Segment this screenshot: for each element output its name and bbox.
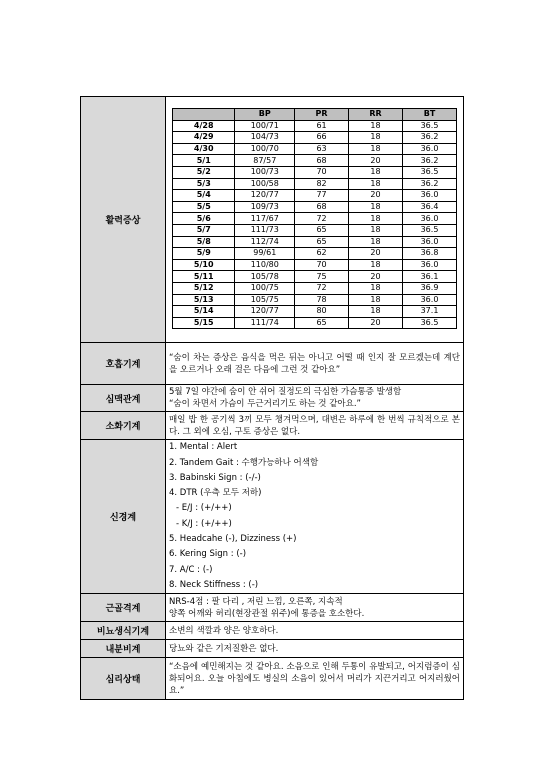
vitals-date: 5/3	[173, 178, 235, 190]
vitals-rr: 20	[349, 248, 403, 260]
vitals-row-4	[173, 166, 457, 178]
vitals-rr: 20	[349, 155, 403, 167]
vitals-date: 4/29	[173, 132, 235, 144]
musculoskeletal-cell	[166, 594, 464, 622]
vitals-pr: 62	[295, 248, 349, 260]
neuro-label: 신경계	[81, 440, 166, 594]
vitals-bp: 111/74	[235, 317, 295, 329]
vitals-rr: 18	[349, 236, 403, 248]
vitals-pr: 72	[295, 282, 349, 294]
vitals-row-9	[173, 224, 457, 236]
vitals-row-6	[173, 190, 457, 202]
vitals-date: 5/13	[173, 294, 235, 306]
cardiovascular-row	[81, 385, 464, 412]
cardiovascular-line: “숨이 차면서 가슴이 두근거리기도 하는 것 같아요.”	[169, 399, 361, 410]
neuro-item: - K/J : (+/++)	[176, 518, 232, 529]
vitals-row-17	[173, 317, 457, 329]
vitals-row-1	[173, 132, 457, 144]
vitals-pr: 65	[295, 317, 349, 329]
psych-text: “소음에 예민해지는 것 같아요. 소음으로 인해 두통이 유발되고, 어지럼증이 심화되어요. 오늘 아침에도 병실의 소음이 있어서 머리가 지끈거리고 어지러웠어요.”	[166, 658, 464, 700]
vitals-header-pr: PR	[295, 109, 349, 121]
vitals-rr: 18	[349, 143, 403, 155]
vitals-bt: 36.9	[403, 282, 457, 294]
vitals-date: 5/11	[173, 271, 235, 283]
vitals-bp: 100/71	[235, 120, 295, 132]
vitals-bt: 36.5	[403, 120, 457, 132]
vitals-rr: 18	[349, 120, 403, 132]
vitals-bp: 100/73	[235, 166, 295, 178]
cardiovascular-line: 5월 7일 야간에 숨이 안 쉬어 질정도의 극심한 가슴통증 발생함	[169, 387, 402, 398]
vitals-row-16	[173, 306, 457, 318]
vitals-row-11	[173, 248, 457, 260]
vitals-bt: 37.1	[403, 306, 457, 318]
vitals-date: 5/1	[173, 155, 235, 167]
vitals-row-15	[173, 294, 457, 306]
vitals-bt: 36.5	[403, 166, 457, 178]
vitals-label: 활력증상	[81, 97, 166, 343]
vitals-header-bt: BT	[403, 109, 457, 121]
neuro-item: 5. Headcahe (-), Dizziness (+)	[169, 534, 297, 545]
vitals-rr: 18	[349, 201, 403, 213]
respiratory-row	[81, 343, 464, 385]
neuro-row	[81, 440, 464, 594]
neuro-item: 7. A/C : (-)	[169, 564, 213, 575]
vitals-bt: 36.0	[403, 190, 457, 202]
vitals-bt: 36.8	[403, 248, 457, 260]
vitals-rr: 20	[349, 190, 403, 202]
vitals-pr: 82	[295, 178, 349, 190]
vitals-header-rr: RR	[349, 109, 403, 121]
vitals-bt: 36.0	[403, 213, 457, 225]
vitals-rr: 20	[349, 317, 403, 329]
vitals-rr: 18	[349, 294, 403, 306]
neuro-item: 2. Tandem Gait : 수행가능하나 어색함	[169, 457, 319, 468]
vitals-row-14	[173, 282, 457, 294]
urinary-row	[81, 622, 464, 640]
musculoskeletal-line: 양쪽 어깨와 허리(현장관절 위주)에 통증을 호소한다.	[169, 608, 365, 619]
vitals-bp: 120/77	[235, 190, 295, 202]
digestive-text: 매일 밥 한 공기씩 3끼 모두 챙겨먹으며, 대변은 하루에 한 번씩 규칙적으로 본다. 그 외에 오심, 구토 증상은 없다.	[166, 412, 464, 440]
vitals-row-5	[173, 178, 457, 190]
vitals-bt: 36.1	[403, 271, 457, 283]
digestive-label: 소화기계	[81, 412, 166, 440]
vitals-pr: 65	[295, 224, 349, 236]
vitals-bp: 100/58	[235, 178, 295, 190]
vitals-header-date	[173, 109, 235, 121]
vitals-row-0	[173, 120, 457, 132]
vitals-pr: 63	[295, 143, 349, 155]
cardiovascular-cell	[166, 385, 464, 412]
vitals-date: 5/4	[173, 190, 235, 202]
vitals-date: 5/7	[173, 224, 235, 236]
vitals-bt: 36.0	[403, 236, 457, 248]
neuro-item: 6. Kering Sign : (-)	[169, 549, 247, 560]
vitals-date: 4/30	[173, 143, 235, 155]
vitals-rr: 18	[349, 306, 403, 318]
respiratory-text: “숨이 차는 증상은 음식을 먹은 뒤는 아니고 어떨 때 인지 잘 모르겠는데 계단을 오르거나 오래 걸은 다음에 그런 것 같아요”	[166, 343, 464, 385]
vitals-rr: 18	[349, 132, 403, 144]
neuro-item: 8. Neck Stiffness : (-)	[169, 579, 259, 590]
vitals-rr: 18	[349, 259, 403, 271]
vitals-bt: 36.4	[403, 201, 457, 213]
vitals-bt: 36.2	[403, 178, 457, 190]
psych-row	[81, 658, 464, 700]
vitals-table	[172, 108, 457, 329]
vitals-pr: 68	[295, 155, 349, 167]
vitals-cell	[166, 97, 464, 343]
vitals-pr: 77	[295, 190, 349, 202]
vitals-pr: 80	[295, 306, 349, 318]
endocrine-text: 당뇨와 같은 기저질환은 없다.	[166, 640, 464, 658]
vitals-bt: 36.0	[403, 259, 457, 271]
vitals-bp: 110/80	[235, 259, 295, 271]
vitals-date: 5/14	[173, 306, 235, 318]
vitals-bt: 36.5	[403, 317, 457, 329]
vitals-pr: 61	[295, 120, 349, 132]
digestive-row	[81, 412, 464, 440]
vitals-pr: 65	[295, 236, 349, 248]
vitals-rr: 18	[349, 224, 403, 236]
vitals-date: 5/2	[173, 166, 235, 178]
vitals-bp: 117/67	[235, 213, 295, 225]
vitals-rr: 18	[349, 282, 403, 294]
assessment-table	[80, 96, 464, 700]
vitals-date: 5/5	[173, 201, 235, 213]
vitals-row-12	[173, 259, 457, 271]
musculoskeletal-line: NRS-4점 : 팔 다리 , 저린 느낌, 오른쪽, 지속적	[169, 596, 343, 607]
vitals-row	[81, 97, 464, 343]
neuro-item: 3. Babinski Sign : (-/-)	[169, 472, 261, 483]
vitals-date: 5/6	[173, 213, 235, 225]
psych-label: 심리상태	[81, 658, 166, 700]
vitals-bt: 36.2	[403, 132, 457, 144]
vitals-row-2	[173, 143, 457, 155]
vitals-date: 5/8	[173, 236, 235, 248]
vitals-pr: 75	[295, 271, 349, 283]
vitals-rr: 18	[349, 178, 403, 190]
vitals-bt: 36.0	[403, 143, 457, 155]
neuro-cell	[166, 440, 464, 594]
vitals-bp: 120/77	[235, 306, 295, 318]
urinary-text: 소변의 색깔과 양은 양호하다.	[166, 622, 464, 640]
vitals-header-row	[173, 109, 457, 121]
vitals-date: 5/10	[173, 259, 235, 271]
musculoskeletal-row	[81, 594, 464, 622]
vitals-bp: 100/75	[235, 282, 295, 294]
vitals-pr: 70	[295, 259, 349, 271]
vitals-row-13	[173, 271, 457, 283]
vitals-bp: 105/78	[235, 271, 295, 283]
neuro-item: - E/J : (+/++)	[176, 503, 232, 514]
vitals-bp: 109/73	[235, 201, 295, 213]
vitals-bt: 36.5	[403, 224, 457, 236]
vitals-bt: 36.0	[403, 294, 457, 306]
musculoskeletal-label: 근골격계	[81, 594, 166, 622]
vitals-bp: 87/57	[235, 155, 295, 167]
vitals-rr: 18	[349, 166, 403, 178]
endocrine-row	[81, 640, 464, 658]
vitals-bp: 104/73	[235, 132, 295, 144]
vitals-row-3	[173, 155, 457, 167]
vitals-date: 5/15	[173, 317, 235, 329]
vitals-header-bp: BP	[235, 109, 295, 121]
vitals-pr: 72	[295, 213, 349, 225]
vitals-pr: 68	[295, 201, 349, 213]
cardiovascular-label: 심맥관계	[81, 385, 166, 412]
vitals-bp: 111/73	[235, 224, 295, 236]
vitals-date: 5/12	[173, 282, 235, 294]
neuro-item: 1. Mental : Alert	[169, 442, 238, 453]
vitals-bp: 105/75	[235, 294, 295, 306]
vitals-row-8	[173, 213, 457, 225]
vitals-rr: 20	[349, 271, 403, 283]
vitals-pr: 66	[295, 132, 349, 144]
vitals-bp: 100/70	[235, 143, 295, 155]
vitals-body	[173, 120, 457, 329]
vitals-rr: 18	[349, 213, 403, 225]
vitals-pr: 70	[295, 166, 349, 178]
vitals-date: 4/28	[173, 120, 235, 132]
vitals-row-7	[173, 201, 457, 213]
respiratory-label: 호흡기계	[81, 343, 166, 385]
urinary-label: 비뇨생식기계	[81, 622, 166, 640]
vitals-bp: 112/74	[235, 236, 295, 248]
vitals-bp: 99/61	[235, 248, 295, 260]
endocrine-label: 내분비계	[81, 640, 166, 658]
vitals-date: 5/9	[173, 248, 235, 260]
vitals-bt: 36.2	[403, 155, 457, 167]
vitals-row-10	[173, 236, 457, 248]
vitals-pr: 78	[295, 294, 349, 306]
neuro-item: 4. DTR (우측 모두 저하)	[169, 488, 262, 499]
